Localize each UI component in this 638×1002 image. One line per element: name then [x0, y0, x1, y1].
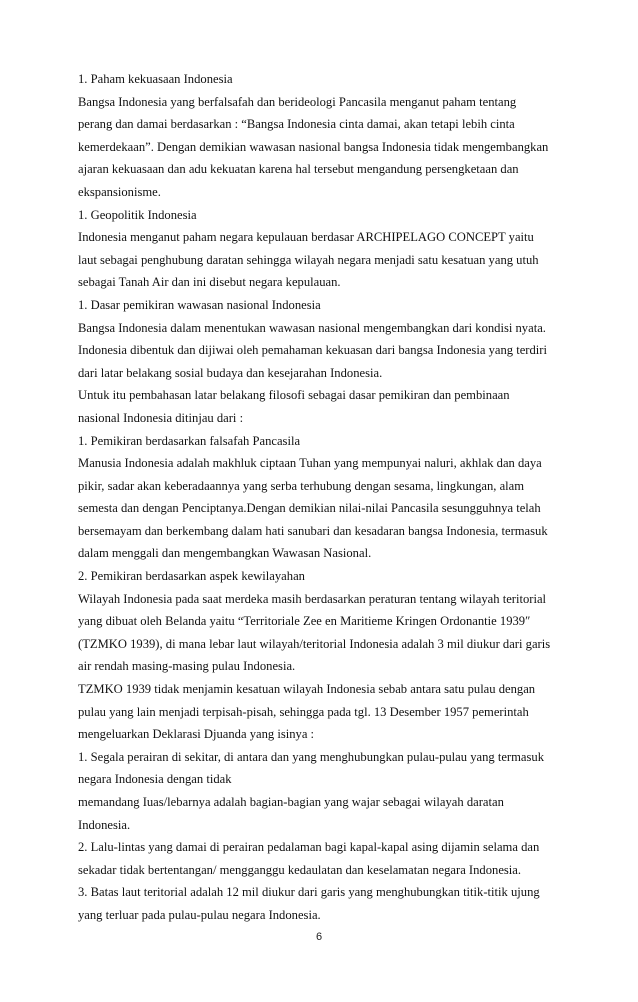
text-line: 1. Pemikiran berdasarkan falsafah Pancasila — [78, 433, 301, 448]
text-line: ekspansionisme. — [78, 184, 161, 199]
text-line: Indonesia. — [78, 817, 131, 832]
text-line: 3. Batas laut teritorial adalah 12 mil diukur dari garis yang menghubungkan titik-titik ujung — [78, 885, 540, 900]
text-line: 1. Paham kekuasaan Indonesia — [78, 72, 233, 86]
text-line: laut sebagai penghubung daratan sehingga wilayah negara menjadi satu kesatuan yang utuh — [78, 252, 539, 267]
text-line: Manusia Indonesia adalah makhluk ciptaan Tuhan yang mempunyai naluri, akhlak dan daya — [78, 456, 542, 471]
text-line: Bangsa Indonesia yang berfalsafah dan berideologi Pancasila menganut paham tentang — [78, 94, 517, 109]
text-line: TZMKO 1939 tidak menjamin kesatuan wilayah Indonesia sebab antara satu pulau dengan — [78, 682, 536, 697]
text-line: semesta dan dengan Penciptanya.Dengan demikian nilai-nilai Pancasila sesungguhnya telah — [78, 501, 541, 516]
text-line: 1. Dasar pemikiran wawasan nasional Indonesia — [78, 297, 321, 312]
text-line: yang dibuat oleh Belanda yaitu “Territoriale Zee en Maritieme Kringen Ordonantie 1939″ — [78, 614, 531, 629]
text-line: kemerdekaan”. Dengan demikian wawasan nasional bangsa Indonesia tidak mengembangkan — [78, 139, 549, 154]
document-body — [78, 68, 578, 927]
text-line: sebagai Tanah Air dan ini disebut negara kepulauan. — [78, 275, 341, 290]
text-line: air rendah masing-masing pulau Indonesia. — [78, 659, 296, 674]
text-line: (TZMKO 1939), di mana lebar laut wilayah/teritorial Indonesia adalah 3 mil diukur dari garis — [78, 636, 551, 651]
text-line: Indonesia menganut paham negara kepulauan berdasar ARCHIPELAGO CONCEPT yaitu — [78, 230, 534, 245]
text-line: 1. Segala perairan di sekitar, di antara dan yang menghubungkan pulau-pulau yang termasuk — [78, 749, 545, 764]
text-line: Wilayah Indonesia pada saat merdeka masih berdasarkan peraturan tentang wilayah teritorial — [78, 591, 547, 606]
text-line: mengeluarkan Deklarasi Djuanda yang isinya : — [78, 727, 315, 742]
text-line: sekadar tidak bertentangan/ mengganggu kedaulatan dan keselamatan negara Indonesia. — [78, 862, 522, 877]
text-line: perang dan damai berdasarkan : “Bangsa Indonesia cinta damai, akan tetapi lebih cinta — [78, 117, 515, 132]
text-line: Bangsa Indonesia dalam menentukan wawasan nasional mengembangkan dari kondisi nyata. — [78, 320, 546, 335]
text-line: negara Indonesia dengan tidak — [78, 772, 232, 787]
text-line: 2. Pemikiran berdasarkan aspek kewilayahan — [78, 569, 305, 584]
text-line: memandang Iuas/lebarnya adalah bagian-bagian yang wajar sebagai wilayah daratan — [78, 795, 504, 809]
text-line: Indonesia dibentuk dan dijiwai oleh pemahaman kekuasan dari bangsa Indonesia yang terdiri — [78, 343, 547, 358]
text-line: pikir, sadar akan keberadaannya yang serba terhubung dengan sesama, lingkungan, alam — [78, 478, 525, 493]
text-line: yang terluar pada pulau-pulau negara Indonesia. — [78, 907, 321, 922]
page-number: 6 — [315, 931, 323, 943]
text-line: bersemayam dan berkembang dalam hati sanubari dan kesadaran bangsa Indonesia, termasuk — [78, 523, 548, 538]
text-line: Untuk itu pembahasan latar belakang filosofi sebagai dasar pemikiran dan pembinaan — [78, 388, 510, 403]
text-line: dalam menggali dan mengembangkan Wawasan Nasional. — [78, 546, 372, 561]
text-line: nasional Indonesia ditinjau dari : — [78, 410, 244, 425]
text-line: pulau yang lain menjadi terpisah-pisah, sehingga pada tgl. 13 Desember 1957 pemerintah — [78, 704, 529, 719]
text-line: 1. Geopolitik Indonesia — [78, 207, 197, 222]
text-line: ajaran kekuasaan dan adu kekuatan karena hal tersebut mengandung persengketaan dan — [78, 162, 519, 177]
text-line: 2. Lalu-lintas yang damai di perairan pedalaman bagi kapal-kapal asing dijamin selama dan — [78, 840, 540, 855]
text-line: dari latar belakang sosial budaya dan kesejarahan Indonesia. — [78, 365, 383, 380]
